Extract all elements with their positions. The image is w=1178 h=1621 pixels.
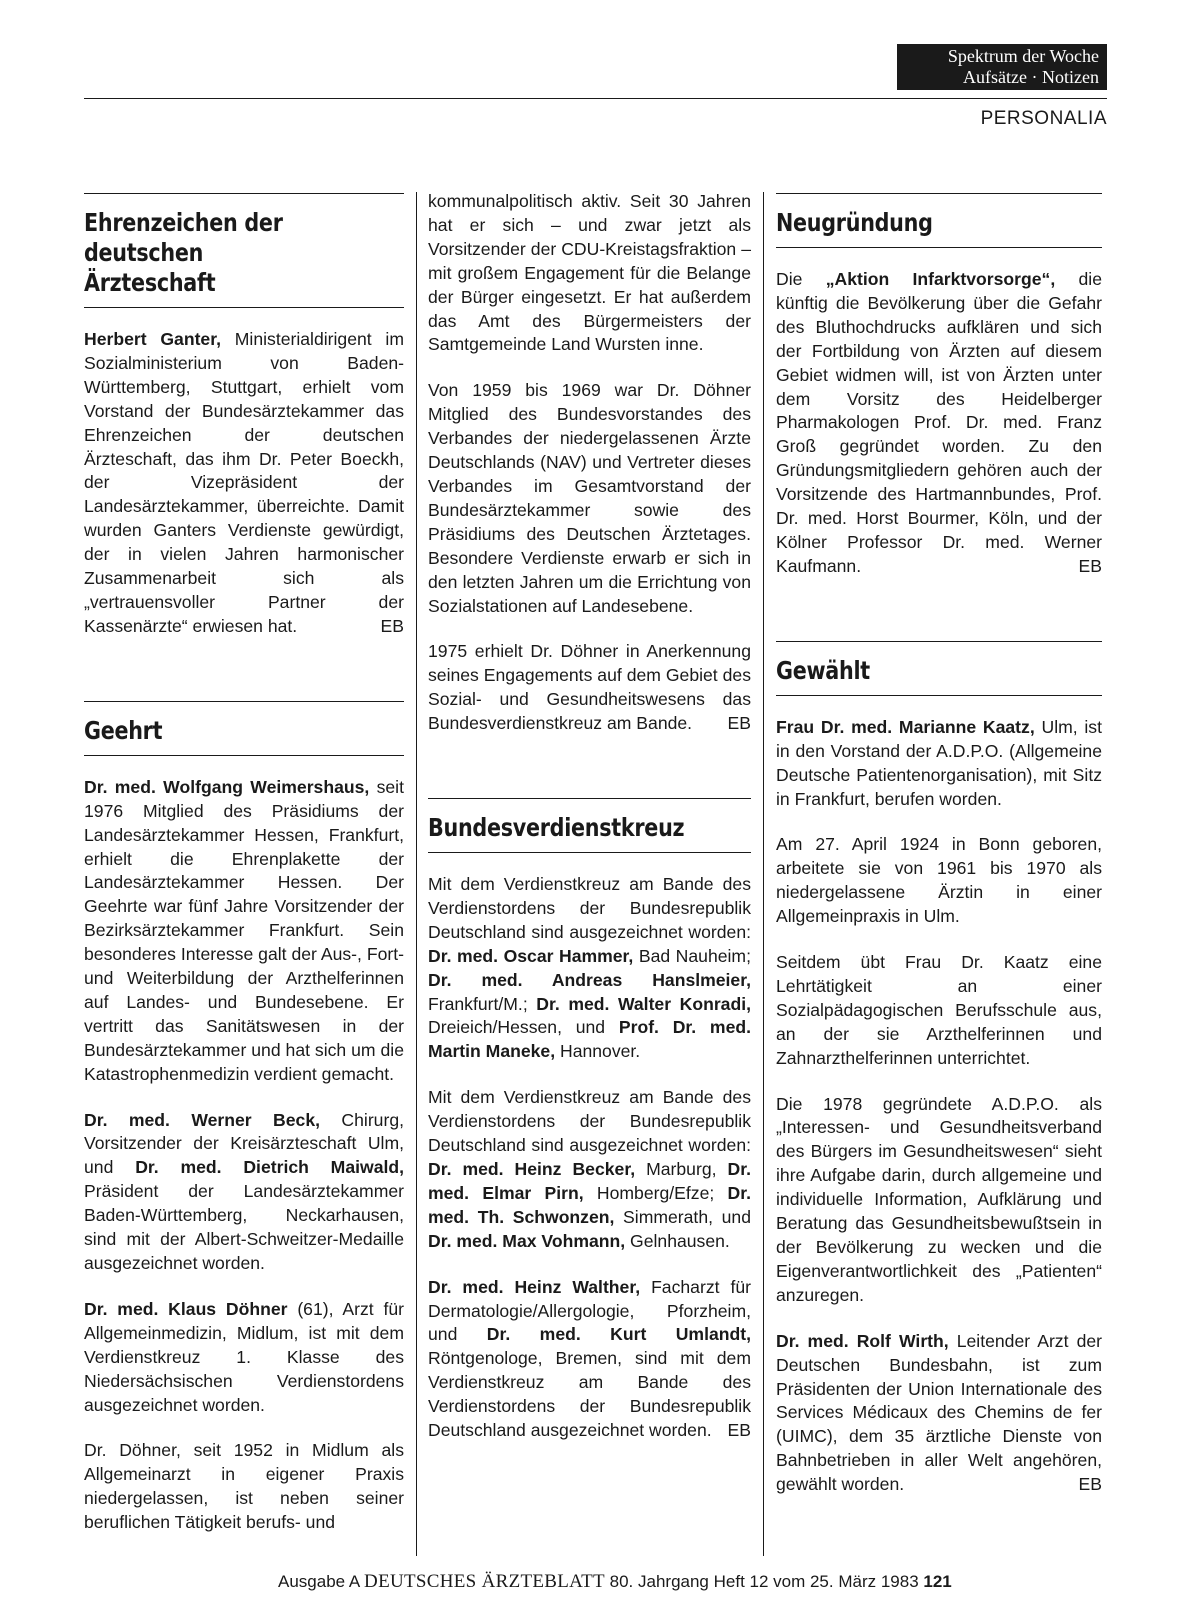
masthead-badge [897,44,1107,90]
paragraph-text: Leitender Arzt der Deutschen Bundesbahn, ist zum Präsidenten der Union Internationale des Services Médicaux des Chemins de fer (UIMC), dem 35 ärztliche Dienste von Bahnbetrieben in aller Welt angehören, gewählt worden. [776,1330,1102,1495]
paragraph-text: kommunalpolitisch aktiv. Seit 30 Jahren hat er sich – und zwar jetzt als Vorsitzender der CDU-Kreistagsfraktion – mit großem Engagement für die Belange der Bürger eingesetzt. Er hat außerdem das Amt des Bürgermeisters der Samtgemeinde Land Wursten inne. [428,191,751,355]
masthead-line-1: Spektrum der Woche [947,46,1099,66]
person-name: Dr. med. Elmar Pirn, [428,1159,751,1203]
heading-ehrenzeichen [84,193,404,308]
column-divider-2 [763,192,764,1556]
paragraph [776,268,1102,579]
person-name: Dr. med. Andreas Hanslmeier, [428,969,751,990]
paragraph [84,1109,404,1276]
person-name: Dr. med. Rolf Wirth, [776,1330,949,1351]
heading-bundesverdienstkreuz [428,798,751,853]
paragraph [84,1298,404,1418]
paragraph [428,640,751,736]
paragraph-text: (61), Arzt für Allgemeinmedizin, Midlum, ist mit dem Verdienstkreuz 1. Klasse des Niedersächsischen Verdienstordens ausgezeichnet worden. [84,1298,404,1415]
paragraph-text: Von 1959 bis 1969 war Dr. Döhner Mitglied des Bundesvorstandes des Verbandes der niedergelassenen Ärzte Deutschlands (NAV) und Vertreter dieses Verbandes im Gesamtvorstand der Bundesärztekammer sowie des Präsidiums des Deutschen Ärztetages. Besondere Verdienste erwarb er sich in den letzten Jahren um die Errichtung von Sozialstationen auf Landesebene. [428,380,751,616]
heading-text: Geehrt [84,715,163,745]
person-name: Dr. med. Kurt Umlandt, [486,1324,751,1345]
person-name: Dr. med. Werner Beck, [84,1109,321,1130]
paragraph [776,833,1102,929]
person-name: Dr. med. Dietrich Maiwald, [135,1157,404,1178]
paragraph-text: Ulm, ist in den Vorstand der A.D.P.O. (Allgemeine Deutsche Patientenorganisation), mit Sitz in Frankfurt, berufen worden. [776,716,1102,809]
paragraph-text: Mit dem Verdienstkreuz am Bande des Verdienstordens der Bundesrepublik Deutschland sind ausgezeichnet worden: [428,1087,751,1156]
paragraph-text: Die [776,269,826,289]
heading-text: Neugründung [776,208,933,237]
person-name: Dr. med. Wolfgang Weimershaus, [84,776,370,797]
page-number: 121 [923,1572,952,1591]
paragraph [84,1439,404,1535]
paragraph [428,1086,751,1253]
column-1 [84,193,404,1557]
paragraph [428,190,751,357]
paragraph-text: Marburg, [635,1159,728,1179]
heading-gewaehlt [776,641,1102,696]
person-name: Frau Dr. med. Marianne Kaatz, [776,716,1035,737]
paragraph-text: Hannover. [555,1041,641,1062]
paragraph-text: Am 27. April 1924 in Bonn geboren, arbeitete sie von 1961 bis 1970 als niedergelassene Ärztin in einer Allgemeinpraxis in Ulm. [776,834,1102,927]
section-label: PERSONALIA [980,108,1107,129]
paragraph-text: Präsident der Landesärztekammer Baden-Württemberg, Neckarhausen, sind mit der Albert-Schweitzer-Medaille ausgezeichnet worden. [84,1181,404,1273]
masthead-line-2: Aufsätze · Notizen [963,67,1099,87]
paragraph-text: Bad Nauheim; [633,945,751,966]
paragraph-text: die künftig die Bevölkerung über die Gefahr des Bluthochdrucks aufklären und sich der Fortbildung von Ärzten auf diesem Gebiet widmen will, ist von Ärzten unter dem Vorsitz des Heidelberger Pharmakologen Prof. Dr. med. Franz Groß gegründet worden. Zu den Gründungsmitgliedern gehören auch der Vorsitzende des Hartmannbundes, Prof. Dr. med. Horst Bourmer, Köln, und der Kölner Professor Dr. med. Werner Kaufmann. [776,269,1102,576]
column-divider-1 [416,192,417,1556]
column-2 [428,190,751,1465]
author-signature: EB [1078,1474,1102,1495]
paragraph-text: Dr. Döhner, seit 1952 in Midlum als Allgemeinarzt in eigener Praxis niedergelassen, ist neben seiner beruflichen Tätigkeit berufs- und [84,1440,404,1533]
person-name: Prof. Dr. med. Martin Maneke, [428,1017,751,1062]
paragraph-text: Chirurg, Vorsitzender der Kreisärzteschaft Ulm, und [84,1109,404,1178]
heading-text: Bundesverdienstkreuz [428,813,685,843]
paragraph [428,873,751,1064]
heading-geehrt [84,701,404,756]
page-footer [278,1571,952,1593]
footer-issue: 80. Jahrgang Heft 12 vom 25. März 1983 [609,1572,919,1591]
paragraph [776,1093,1102,1308]
paragraph-text: Ministerialdirigent im Sozialministerium von Baden-Württemberg, Stuttgart, erhielt vom Vorstand der Bundesärztekammer das Ehrenzeichen der deutschen Ärzteschaft, das ihm Dr. Peter Boeckh, der Vizepräsident der Landesärztekammer, überreichte. Damit wurden Ganters Verdienste gewürdigt, der in vielen Jahren harmonischer Zusammenarbeit sich als „vertrauensvoller Partner der Kassenärzte“ erwiesen hat. [84,329,404,636]
person-name: Dr. med. Th. Schwonzen, [428,1182,751,1227]
author-signature: EB [727,713,751,734]
footer-publication: DEUTSCHES ÄRZTEBLATT [364,1571,605,1592]
paragraph [428,1276,751,1443]
heading-text: Ehrenzeichen der deutschen Ärzteschaft [84,208,283,297]
author-signature: EB [727,1420,751,1441]
person-name: Dr. med. Heinz Walther, [428,1276,641,1297]
paragraph [776,951,1102,1071]
paragraph-text: 1975 erhielt Dr. Döhner in Anerkennung seines Engagements auf dem Gebiet des Sozial- und Gesundheitswesens das Bundesverdienstkreuz am Bande. [428,641,751,734]
paragraph [428,379,751,618]
paragraph-text: Facharzt für Dermatologie/Allergologie, Pforzheim, und [428,1276,751,1345]
person-name: Dr. med. Walter Konradi, [536,993,751,1014]
paragraph-text: Dreieich/Hessen, und [428,1017,619,1038]
paragraph-text: Simmerath, und [614,1206,751,1227]
person-name: Dr. med. Klaus Döhner [84,1298,288,1319]
paragraph-text: Frankfurt/M.; [428,993,537,1014]
person-name: Herbert Ganter, [84,329,221,349]
paragraph [84,776,404,1087]
person-name: Dr. med. Oscar Hammer, [428,945,634,966]
heading-neugruendung [776,193,1102,248]
author-signature: EB [1078,555,1102,576]
author-signature: EB [380,615,404,636]
paragraph-text: Gelnhausen. [625,1230,730,1251]
person-name: Dr. med. Heinz Becker, [428,1159,636,1179]
paragraph-text: Seitdem übt Frau Dr. Kaatz eine Lehrtätigkeit an einer Sozialpädagogischen Berufsschule aus, an der sie Arzthelferinnen und Zahnarzthelferinnen unterrichtet. [776,952,1102,1068]
paragraph [776,716,1102,812]
column-3 [776,193,1102,1519]
heading-text: Gewählt [776,655,870,685]
person-name: Dr. med. Max Vohmann, [428,1230,626,1251]
paragraph-text: Röntgenologe, Bremen, sind mit dem Verdienstkreuz am Bande des Verdienstordens der Bundesrepublik Deutschland ausgezeichnet worden. [428,1348,751,1441]
paragraph [84,328,404,639]
paragraph-text: Mit dem Verdienstkreuz am Bande des Verdienstordens der Bundesrepublik Deutschland sind ausgezeichnet worden: [428,874,751,942]
paragraph-text: Die 1978 gegründete A.D.P.O. als „Interessen- und Gesundheitsverband des Bürgers im Gesundheitswesen“ sieht ihre Aufgabe darin, durch allgemeine und individuelle Information, Aufklärung und Beratung das Gesundheitsbewußtsein in der Bevölkerung zu wecken und die Eigenverantwortlichkeit des „Patienten“ anzuregen. [776,1093,1102,1305]
footer-edition: Ausgabe A [278,1572,360,1591]
top-rule [84,98,1107,99]
organization-name: „Aktion Infarktvorsorge“, [825,269,1056,289]
paragraph-text: Homberg/Efze; [583,1182,728,1203]
paragraph [776,1330,1102,1497]
paragraph-text: seit 1976 Mitglied des Präsidiums der Landesärztekammer Hessen, Frankfurt, erhielt die Ehrenplakette der Landesärztekammer Hessen. Der Geehrte war fünf Jahre Vorsitzender der Bezirksärztekammer Frankfurt. Sein besonderes Interesse galt der Aus-, Fort- und Weiterbildung der Arzthelferinnen auf Landes- und Bundesebene. Er vertritt das Sanitätswesen in der Bundesärztekammer und hat sich um die Katastrophenmedizin verdient gemacht. [84,776,404,1084]
